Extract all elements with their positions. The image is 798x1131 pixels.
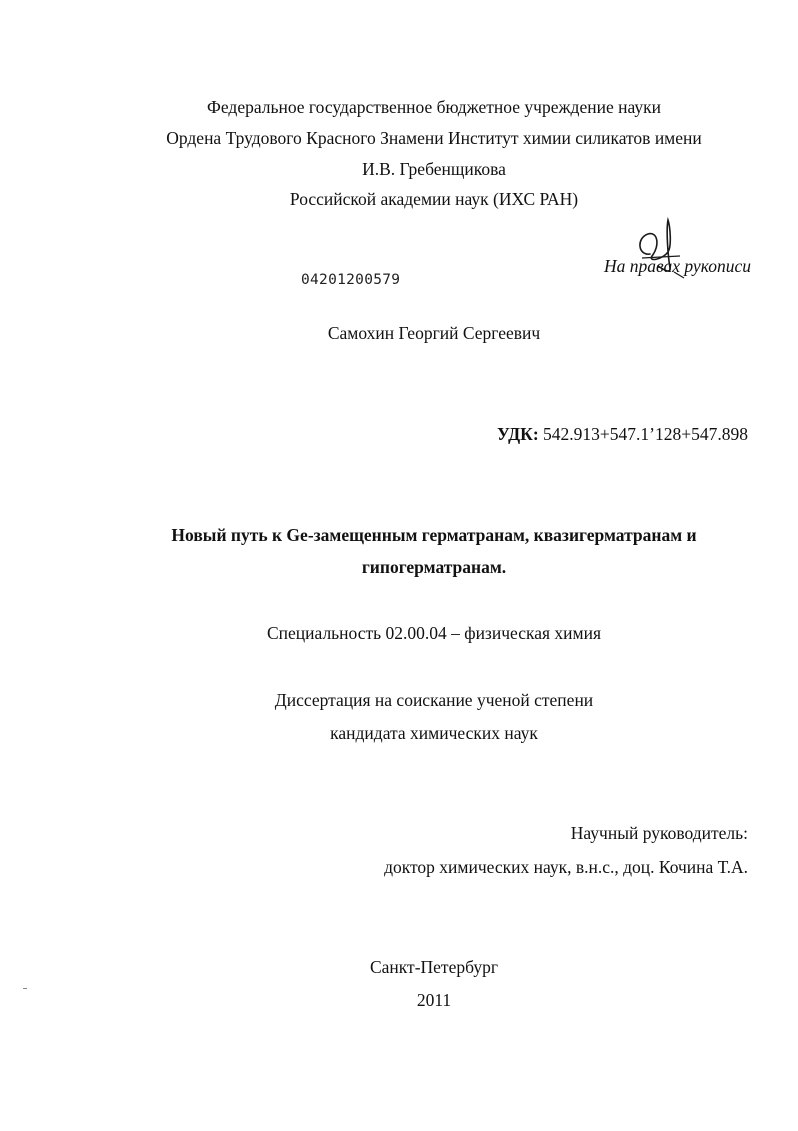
udk-label: УДК: <box>497 424 539 444</box>
archive-number: 04201200579 <box>301 272 401 288</box>
specialty: Специальность 02.00.04 – физическая химия <box>266 623 602 643</box>
supervisor-label: Научный руководитель: <box>570 823 748 843</box>
org-line-2: Ордена Трудового Красного Знамени Институт химии силикатов имени <box>166 128 702 148</box>
author-name: Самохин Георгий Сергеевич <box>327 323 541 343</box>
title-line-2: гипогерматранам. <box>361 557 507 577</box>
org-line-1: Федеральное государственное бюджетное учреждение науки <box>207 97 661 117</box>
org-line-3: И.В. Гребенщикова <box>362 159 506 179</box>
city: Санкт-Петербург <box>369 957 499 977</box>
dissertation-line-2: кандидата химических наук <box>330 723 538 743</box>
scan-speck <box>23 988 27 989</box>
org-line-4: Российской академии наук (ИХС РАН) <box>289 189 579 209</box>
udk-line <box>497 424 748 445</box>
dissertation-line-1: Диссертация на соискание ученой степени <box>274 690 594 710</box>
manuscript-rights: На правах рукописи <box>604 256 751 276</box>
udk-value: 542.913+547.1’128+547.898 <box>543 424 748 444</box>
supervisor-name: доктор химических наук, в.н.с., доц. Кочина Т.А. <box>384 857 748 877</box>
year: 2011 <box>416 990 452 1010</box>
title-line-1: Новый путь к Ge-замещенным герматранам, квазигерматранам и <box>171 525 697 545</box>
